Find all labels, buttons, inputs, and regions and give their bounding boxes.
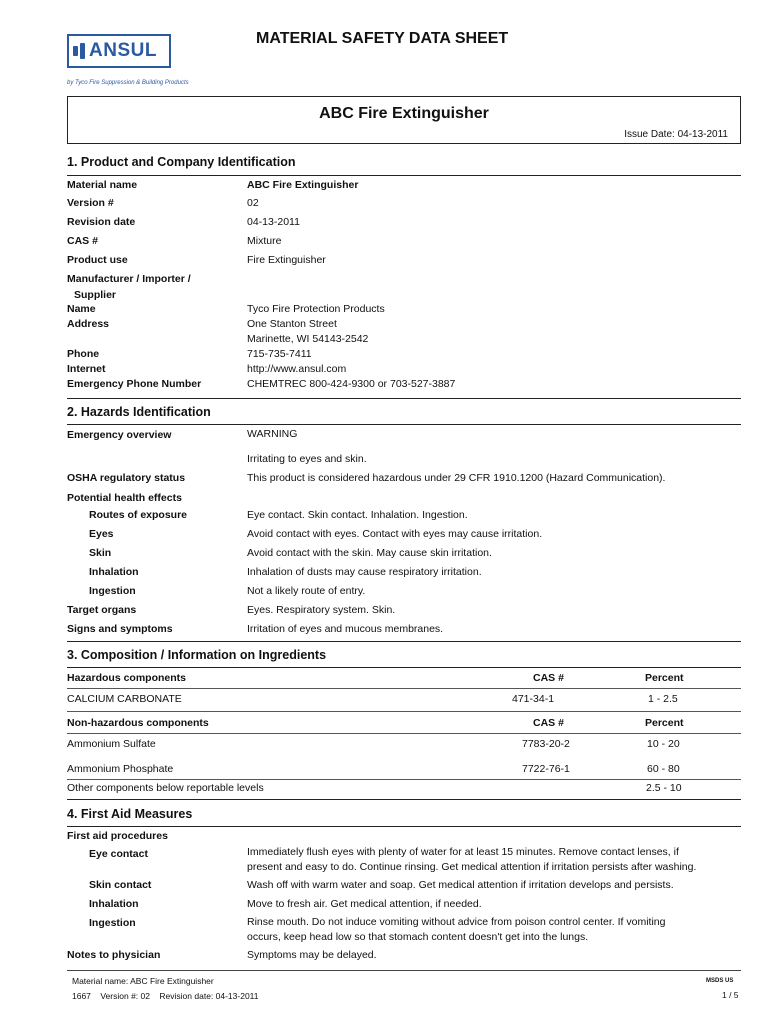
footer-rule	[67, 970, 741, 971]
table-row-name: Ammonium Phosphate	[67, 763, 174, 775]
footer-meta: 1667 Version #: 02 Revision date: 04-13-2011	[72, 991, 259, 1001]
cas-label: CAS #	[67, 235, 98, 247]
ansul-logo	[67, 34, 171, 68]
hazardous-table-rule	[67, 711, 741, 712]
routes-value: Eye contact. Skin contact. Inhalation. Ingestion.	[247, 509, 468, 521]
revision-label: Revision date	[67, 216, 136, 228]
supplier-label: Supplier	[74, 289, 117, 301]
section-2-rule	[67, 424, 741, 425]
hazardous-header-rule	[67, 688, 741, 689]
eye-contact-line-1: Immediately flush eyes with plenty of water for at least 15 minutes. Remove contact lenses, if	[247, 846, 679, 858]
logo-tagline: by Tyco Fire Suppression & Building Products	[67, 80, 189, 86]
first-aid-inhalation-value: Move to fresh air. Get medical attention, if needed.	[247, 898, 482, 910]
skin-contact-value: Wash off with warm water and soap. Get medical attention if irritation develops and persists.	[247, 879, 674, 891]
hazardous-row-name: CALCIUM CARBONATE	[67, 693, 182, 705]
first-aid-ingestion-label: Ingestion	[89, 917, 136, 929]
percent-header: Percent	[645, 672, 684, 684]
first-aid-inhalation-label: Inhalation	[89, 898, 139, 910]
section-3-rule	[67, 667, 741, 668]
osha-value: This product is considered hazardous under 29 CFR 1910.1200 (Hazard Communication).	[247, 472, 666, 484]
footer-material-name: Material name: ABC Fire Extinguisher	[72, 976, 214, 986]
section-2-title: 2. Hazards Identification	[67, 405, 211, 419]
version-value: 02	[247, 197, 259, 209]
internet-link[interactable]: http://www.ansul.com	[247, 363, 347, 375]
ansul-mark-icon	[73, 43, 85, 59]
footer-page-number: 1 / 5	[722, 990, 739, 1000]
name-label: Name	[67, 303, 96, 315]
hazardous-header: Hazardous components	[67, 672, 187, 684]
target-organs-label: Target organs	[67, 604, 137, 616]
section-2-top-rule	[67, 398, 741, 399]
routes-label: Routes of exposure	[89, 509, 188, 521]
section-1-rule	[67, 175, 741, 176]
product-title-box	[67, 96, 741, 144]
section-3-title: 3. Composition / Information on Ingredients	[67, 648, 327, 662]
overview-statement: Irritating to eyes and skin.	[247, 453, 367, 465]
non-hazardous-row-rule	[67, 779, 741, 780]
emergency-value: CHEMTREC 800-424-9300 or 703-527-3887	[247, 378, 456, 390]
percent-header-2: Percent	[645, 717, 684, 729]
skin-value: Avoid contact with the skin. May cause skin irritation.	[247, 547, 492, 559]
notes-to-physician-label: Notes to physician	[67, 949, 161, 961]
other-components-label: Other components below reportable levels	[67, 782, 264, 794]
section-3-top-rule	[67, 641, 741, 642]
eye-contact-line-2: present and easy to do. Continue rinsing. Get medical attention if irritation persists after washing.	[247, 861, 697, 873]
material-name-value: ABC Fire Extinguisher	[247, 179, 359, 191]
version-label: Version #	[67, 197, 114, 209]
revision-value: 04-13-2011	[247, 216, 300, 228]
footer-msds-code: MSDS US	[706, 978, 734, 984]
section-1-title: 1. Product and Company Identification	[67, 155, 296, 169]
non-hazardous-header-rule	[67, 733, 741, 734]
emergency-label: Emergency Phone Number	[67, 378, 202, 390]
cas-header: CAS #	[533, 672, 564, 684]
address-line-1: One Stanton Street	[247, 318, 337, 330]
hazardous-row-cas: 471-34-1	[512, 693, 555, 705]
material-name-label: Material name	[67, 179, 138, 191]
other-components-percent: 2.5 - 10	[646, 782, 682, 794]
section-4-title: 4. First Aid Measures	[67, 807, 193, 821]
health-effects-label: Potential health effects	[67, 492, 182, 504]
ingestion-label: Ingestion	[89, 585, 136, 597]
notes-to-physician-value: Symptoms may be delayed.	[247, 949, 377, 961]
signs-label: Signs and symptoms	[67, 623, 173, 635]
phone-value: 715-735-7411	[247, 348, 312, 360]
skin-contact-label: Skin contact	[89, 879, 152, 891]
document-title: MATERIAL SAFETY DATA SHEET	[256, 30, 509, 47]
address-line-2: Marinette, WI 54143-2542	[247, 333, 369, 345]
cas-value: Mixture	[247, 235, 282, 247]
first-aid-ingestion-line-2: occurs, keep head low so that stomach content doesn't get into the lungs.	[247, 931, 589, 943]
product-title: ABC Fire Extinguisher	[319, 105, 489, 122]
inhalation-value: Inhalation of dusts may cause respiratory irritation.	[247, 566, 482, 578]
address-label: Address	[67, 318, 110, 330]
issue-date: Issue Date: 04-13-2011	[624, 129, 728, 140]
eyes-label: Eyes	[89, 528, 114, 540]
hazardous-row-percent: 1 - 2.5	[648, 693, 678, 705]
manufacturer-label: Manufacturer / Importer /	[67, 273, 191, 285]
name-value: Tyco Fire Protection Products	[247, 303, 385, 315]
target-organs-value: Eyes. Respiratory system. Skin.	[247, 604, 396, 616]
non-hazardous-header: Non-hazardous components	[67, 717, 209, 729]
eyes-value: Avoid contact with eyes. Contact with eyes may cause irritation.	[247, 528, 543, 540]
first-aid-ingestion-line-1: Rinse mouth. Do not induce vomiting without advice from poison control center. If vomiting	[247, 916, 666, 928]
product-use-value: Fire Extinguisher	[247, 254, 326, 266]
product-use-label: Product use	[67, 254, 128, 266]
section-4-top-rule	[67, 799, 741, 800]
eye-contact-label: Eye contact	[89, 848, 148, 860]
cas-header-2: CAS #	[533, 717, 564, 729]
overview-signal-word: WARNING	[247, 428, 298, 440]
overview-label: Emergency overview	[67, 429, 172, 441]
table-row-percent: 10 - 20	[647, 738, 680, 750]
first-aid-procedures-label: First aid procedures	[67, 830, 168, 842]
table-row-cas: 7783-20-2	[522, 738, 570, 750]
osha-label: OSHA regulatory status	[67, 472, 186, 484]
table-row-name: Ammonium Sulfate	[67, 738, 156, 750]
section-4-rule	[67, 826, 741, 827]
logo-text: ANSUL	[89, 40, 157, 61]
signs-value: Irritation of eyes and mucous membranes.	[247, 623, 444, 635]
ingestion-value: Not a likely route of entry.	[247, 585, 366, 597]
skin-label: Skin	[89, 547, 112, 559]
internet-label: Internet	[67, 363, 106, 375]
table-row-cas: 7722-76-1	[522, 763, 570, 775]
phone-label: Phone	[67, 348, 100, 360]
table-row-percent: 60 - 80	[647, 763, 680, 775]
inhalation-label: Inhalation	[89, 566, 139, 578]
